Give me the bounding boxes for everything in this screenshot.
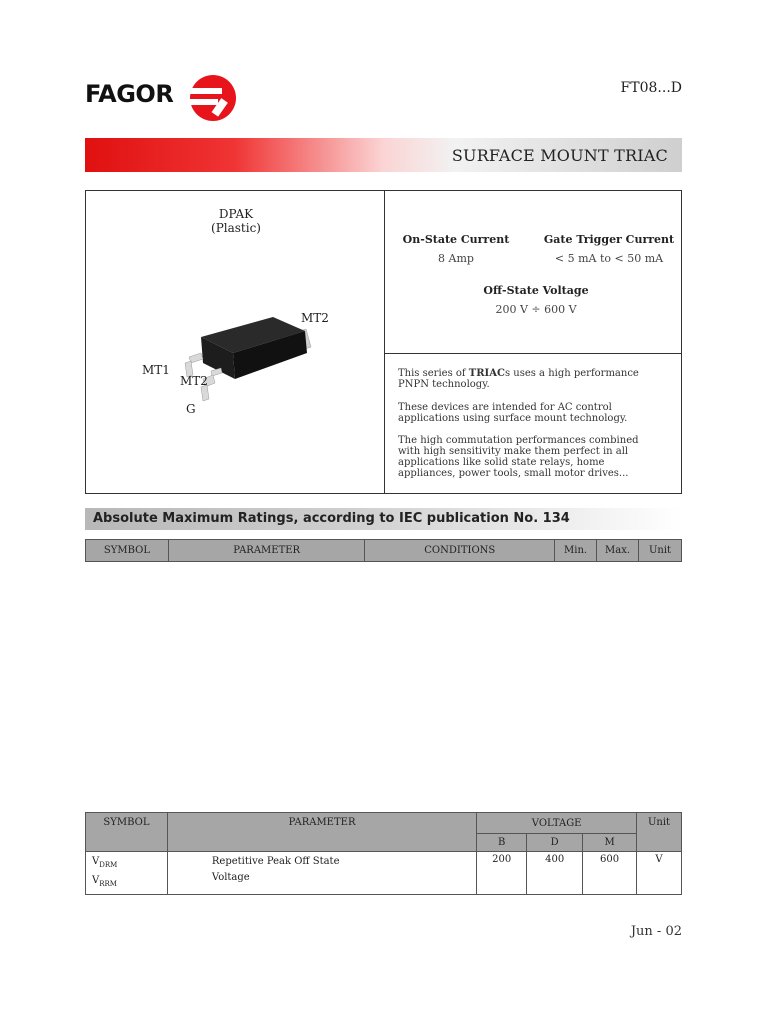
grade-header: B [477,834,527,852]
fagor-logo-icon [188,74,238,122]
package-material: (Plastic) [211,221,261,235]
description-paragraph: The high commutation performances combined with high sensitivity make them perfect in all applications like solid state relays, home appliances, power tools, small motor drives... [398,435,639,479]
column-header: Unit [637,813,682,852]
pin-label-mt2-tab: MT2 [301,311,329,325]
gate-trigger-current-value: < 5 mA to < 50 mA [554,252,664,265]
description-text: s uses a high performance PNPN technology. [398,368,639,390]
divider [384,191,385,493]
symbol-subscript: DRM [99,861,118,869]
divider [384,353,681,354]
overview-box [85,190,682,494]
dpak-package-illustration [181,309,321,409]
column-header: Unit [639,540,682,562]
pin-label-gate: G [186,402,196,416]
symbol [92,854,161,873]
column-header: CONDITIONS [365,540,555,562]
unit-cell: V [637,852,682,895]
pin-label-mt1: MT1 [142,363,170,377]
description-paragraph: These devices are intended for AC control applications using surface mount technology. [398,402,628,424]
on-state-current-value: 8 Amp [438,252,474,265]
section-title: Absolute Maximum Ratings, according to IEC publication No. 134 [93,511,570,526]
value-cell: 600 [583,852,637,895]
off-state-voltage-label: Off-State Voltage [483,284,589,297]
parameter-text: Repetitive Peak Off State [211,856,340,867]
symbol-letter: V [92,875,100,886]
title-banner [85,138,682,172]
pin-label-mt2: MT2 [180,374,208,388]
table-row [86,852,682,895]
description-bold-text: TRIAC [468,368,505,379]
fagor-logo-text: FAGOR [85,80,174,108]
table-header-row [86,813,682,834]
symbol-subscript: RRM [99,880,117,888]
value-cell: 400 [527,852,583,895]
grade-header: M [583,834,637,852]
column-header: SYMBOL [86,813,168,852]
symbol-letter: V [92,856,100,867]
page-title: SURFACE MOUNT TRIAC [451,146,668,165]
parameter-text: Voltage [211,872,250,883]
column-header: SYMBOL [86,540,169,562]
part-number: FT08...D [620,80,682,96]
column-header: PARAMETER [167,813,476,852]
column-header: Min. [555,540,597,562]
package-label [186,207,286,235]
on-state-current-label: On-State Current [402,233,510,246]
column-header: PARAMETER [168,540,365,562]
footer-date: Jun - 02 [630,924,682,939]
package-name: DPAK [218,207,254,221]
absolute-ratings-table [85,539,682,562]
off-state-voltage-value: 200 V ÷ 600 V [495,303,577,316]
column-header: Max. [597,540,639,562]
column-header: VOLTAGE [477,813,637,834]
gate-trigger-current-label: Gate Trigger Current [543,233,675,246]
grade-header: D [527,834,583,852]
voltage-table [85,812,682,895]
parameter-cell [167,852,476,895]
description-paragraph [398,368,663,390]
symbol-cell [86,852,168,895]
description-text: This series of [398,368,469,379]
table-header-row [86,540,682,562]
section-header [85,508,682,530]
symbol [92,873,161,892]
value-cell: 200 [477,852,527,895]
